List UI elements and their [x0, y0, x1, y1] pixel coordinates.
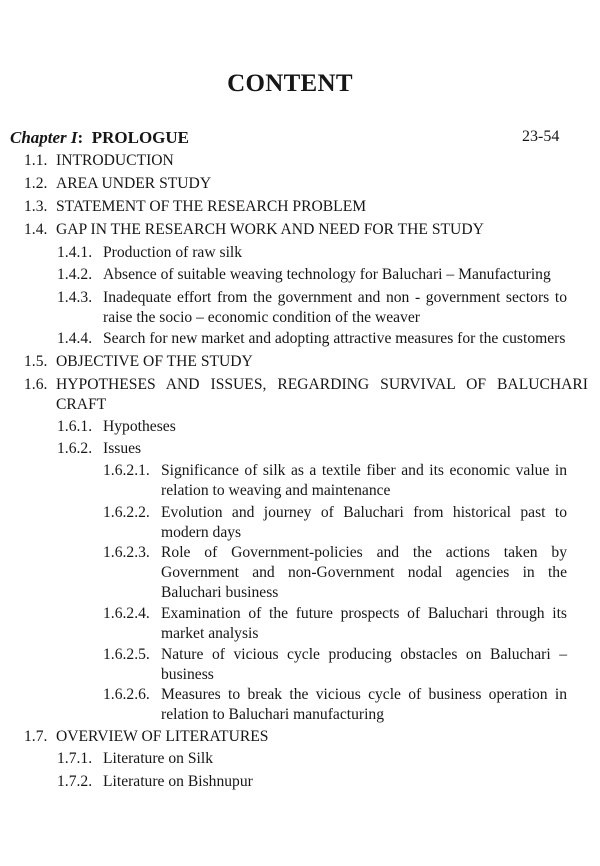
entry-text: OBJECTIVE OF THE STUDY [56, 353, 253, 370]
chapter-heading [10, 128, 189, 148]
entry-number: 1.1. [24, 152, 48, 169]
chapter-page-range: 23-54 [522, 128, 560, 145]
chapter-title: PROLOGUE [91, 128, 190, 147]
entry-number: 1.7. [24, 728, 48, 745]
entry-number: 1.4.2. [57, 266, 93, 283]
entry-number: 1.4. [24, 221, 48, 238]
entry-text: GAP IN THE RESEARCH WORK AND NEED FOR THE STUDY [56, 221, 484, 238]
entry-text: HYPOTHESES AND ISSUES, REGARDING SURVIVAL OF BALUCHARI CRAFT [56, 376, 588, 413]
entry-number: 1.6.2.5. [103, 646, 150, 663]
entry-number: 1.6.2.1. [103, 462, 150, 479]
entry-text: INTRODUCTION [56, 152, 174, 169]
entry-number: 1.6.2. [57, 440, 93, 457]
entry-number: 1.7.1. [57, 750, 93, 767]
page-title: CONTENT [227, 70, 353, 97]
entry-number: 1.4.4. [57, 330, 93, 347]
entry-text: Role of Government-policies and the actions taken by Government and non-Government nodal agencies in the Baluchari business [161, 544, 567, 601]
entry-text: Literature on Bishnupur [103, 773, 253, 790]
entry-text: Issues [103, 440, 142, 457]
entry-number: 1.6.2.4. [103, 605, 150, 622]
entry-text: Nature of vicious cycle producing obstacles on Baluchari – business [161, 646, 567, 683]
entry-text: STATEMENT OF THE RESEARCH PROBLEM [56, 198, 367, 215]
entry-text: Search for new market and adopting attractive measures for the customers [103, 330, 566, 347]
chapter-colon: : [77, 128, 84, 147]
entry-number: 1.5. [24, 353, 48, 370]
entry-text: Evolution and journey of Baluchari from historical past to modern days [161, 504, 567, 541]
entry-number: 1.7.2. [57, 773, 93, 790]
entry-text: Absence of suitable weaving technology for Baluchari – Manufacturing [103, 266, 551, 283]
entry-number: 1.6.2.6. [103, 686, 150, 703]
entry-number: 1.2. [24, 175, 48, 192]
entry-text: Examination of the future prospects of Baluchari through its market analysis [161, 605, 567, 642]
entry-number: 1.6. [24, 376, 48, 393]
entry-text: AREA UNDER STUDY [56, 175, 212, 192]
entry-text: Measures to break the vicious cycle of business operation in relation to Baluchari manufacturing [161, 686, 567, 723]
entry-text: Literature on Silk [103, 750, 213, 767]
entry-number: 1.4.1. [57, 244, 93, 261]
entry-number: 1.4.3. [57, 289, 93, 306]
entry-text: Inadequate effort from the government and non - government sectors to raise the socio – economic condition of the weaver [103, 289, 567, 326]
entry-text: Significance of silk as a textile fiber and its economic value in relation to weaving and maintenance [161, 462, 567, 499]
entry-text: OVERVIEW OF LITERATURES [56, 728, 269, 745]
entry-number: 1.6.1. [57, 418, 93, 435]
entry-number: 1.6.2.2. [103, 504, 150, 521]
entry-text: Production of raw silk [103, 244, 243, 261]
entry-number: 1.6.2.3. [103, 544, 150, 561]
chapter-label: Chapter I [10, 128, 78, 147]
entry-number: 1.3. [24, 198, 48, 215]
entry-text: Hypotheses [103, 418, 176, 435]
